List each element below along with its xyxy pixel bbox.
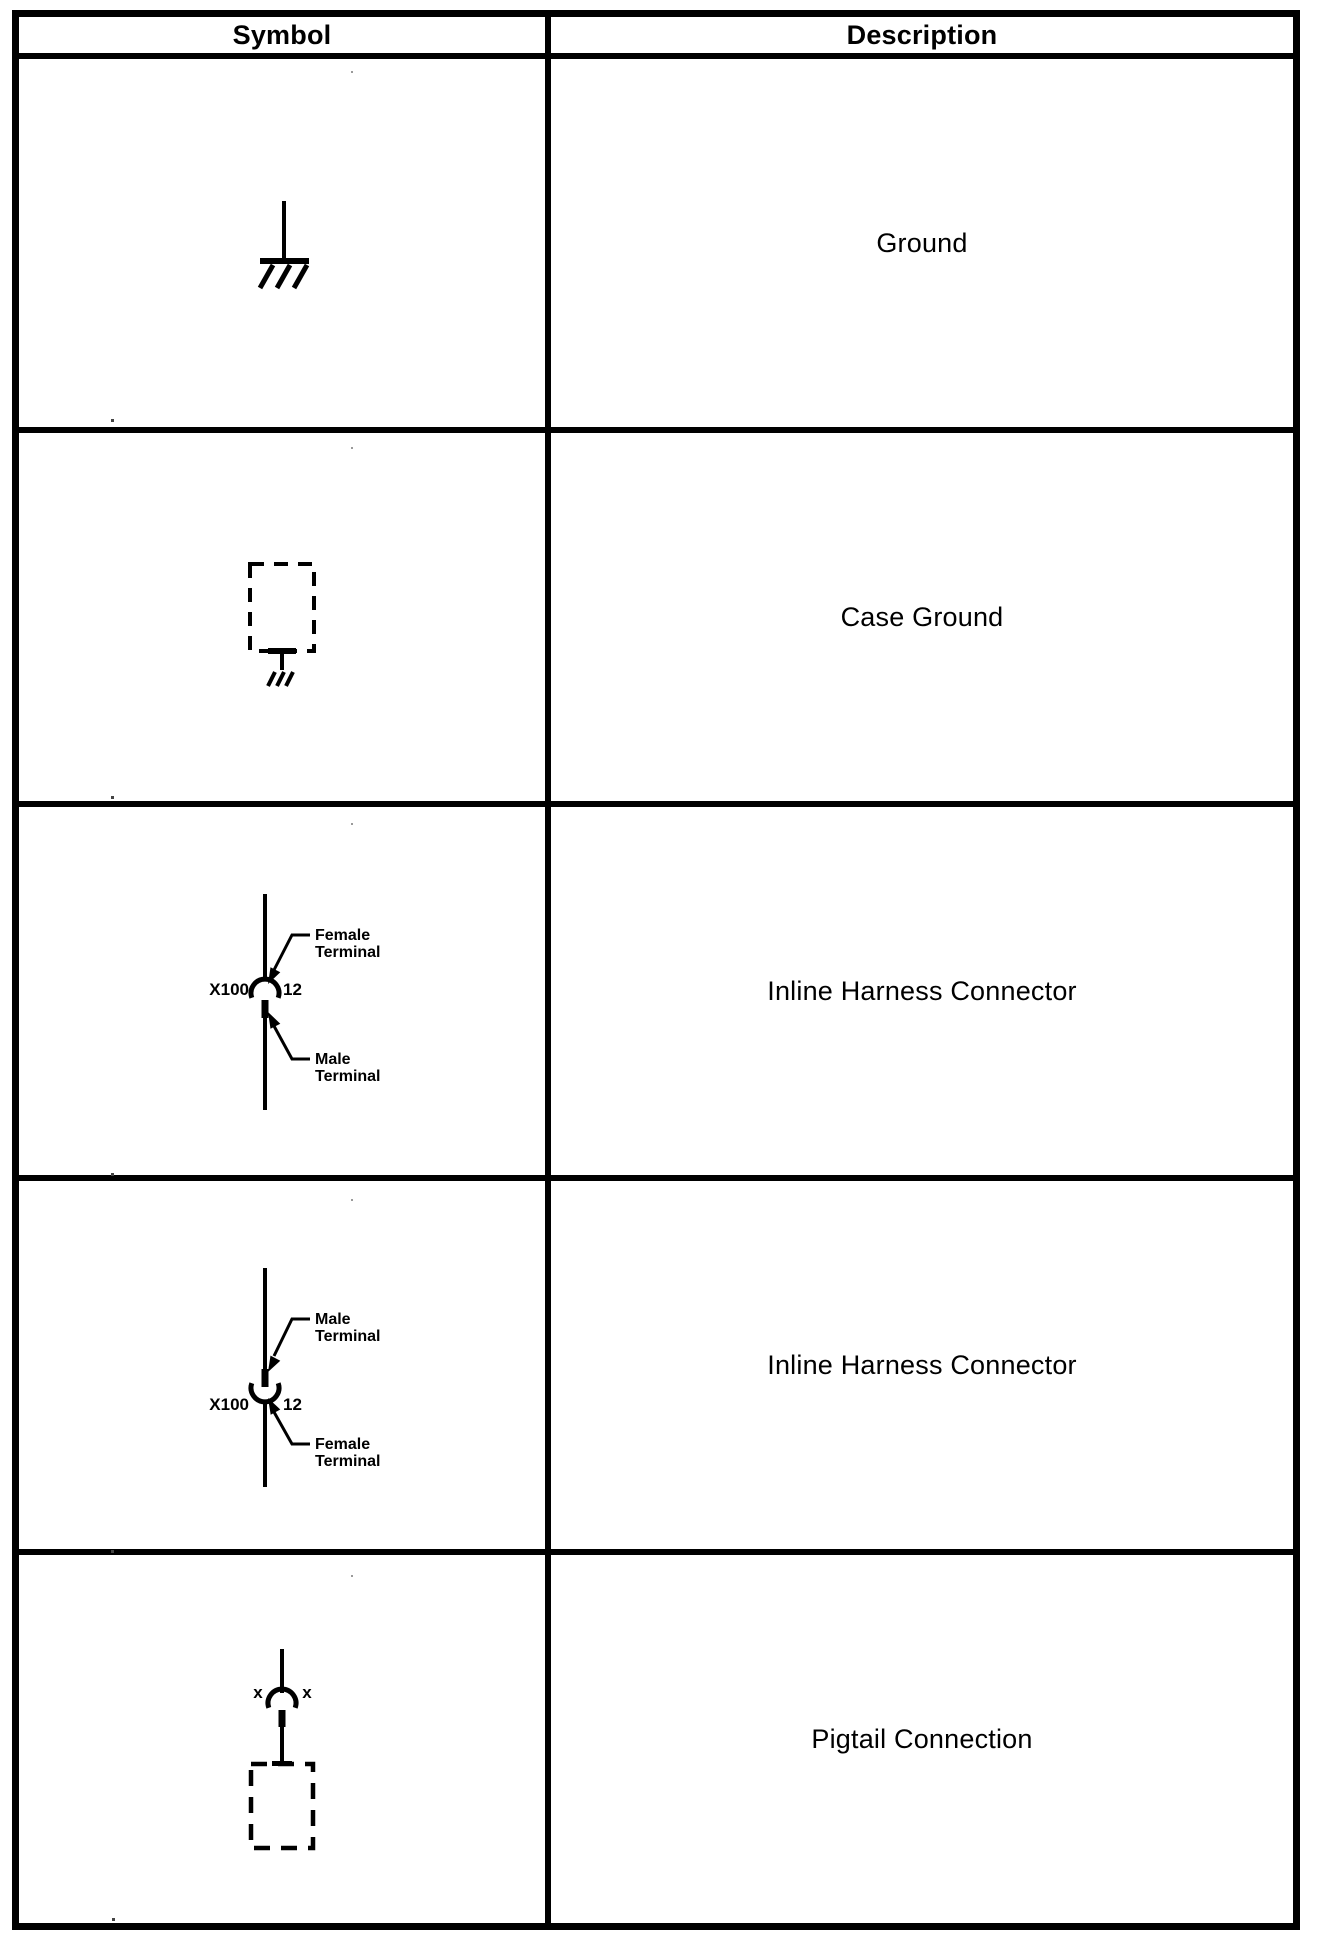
male-terminal-leader-line <box>274 1026 310 1059</box>
symbol-cell <box>19 433 551 801</box>
symbol-legend-table <box>12 10 1300 1930</box>
terminal-number-label: 12 <box>283 980 302 999</box>
description-cell <box>551 1555 1293 1923</box>
table-row-inline-harness-connector-b <box>19 1181 1293 1555</box>
description-cell <box>551 59 1293 427</box>
scan-speck <box>111 796 114 799</box>
left-splice-mark-label: x <box>253 1683 263 1702</box>
table-row-inline-harness-connector-a <box>19 807 1293 1181</box>
male-terminal-label-line2: Terminal <box>315 1068 381 1085</box>
male-terminal-leader-line <box>274 1319 310 1356</box>
description-text: Ground <box>876 227 968 258</box>
female-terminal-leader-line <box>274 1412 310 1444</box>
symbol-cell <box>19 59 551 427</box>
case-ground-symbol-icon <box>217 559 347 699</box>
description-header-cell <box>551 17 1293 53</box>
female-terminal-label-line1: Female <box>315 927 371 944</box>
right-splice-mark-label: x <box>302 1683 312 1702</box>
description-cell <box>551 807 1293 1175</box>
description-text: Case Ground <box>840 601 1004 632</box>
male-terminal-label-line1: Male <box>315 1051 351 1068</box>
table-row-ground <box>19 59 1293 433</box>
table-header-row <box>19 17 1293 59</box>
scan-speck <box>351 71 353 73</box>
symbol-column-header: Symbol <box>232 19 332 50</box>
male-terminal-arrowhead <box>268 1356 280 1372</box>
table-row-pigtail-connection <box>19 1555 1293 1923</box>
scan-speck <box>111 1550 114 1553</box>
scan-speck <box>112 1918 115 1921</box>
description-column-header: Description <box>846 19 998 50</box>
description-text: Inline Harness Connector <box>767 1349 1077 1380</box>
symbol-cell <box>19 1555 551 1923</box>
symbol-cell <box>19 1181 551 1549</box>
table-row-case-ground <box>19 433 1293 807</box>
scan-speck <box>351 1199 353 1201</box>
male-terminal-label-line1: Male <box>315 1311 351 1328</box>
female-terminal-label-line1: Female <box>315 1436 371 1453</box>
female-terminal-leader-line <box>274 935 310 970</box>
connector-id-label: X100 <box>209 980 249 999</box>
inline-harness-connector-female-top-symbol-icon <box>152 888 412 1118</box>
scan-speck <box>111 1173 114 1176</box>
pigtail-connection-symbol-icon <box>197 1641 367 1861</box>
ground-symbol-icon <box>222 195 342 315</box>
scan-speck <box>351 1575 353 1577</box>
scan-speck <box>111 419 114 422</box>
connector-id-label: X100 <box>209 1395 249 1414</box>
male-terminal-label-line2: Terminal <box>315 1328 381 1345</box>
description-text: Pigtail Connection <box>811 1723 1033 1754</box>
inline-harness-connector-male-top-symbol-icon <box>152 1262 412 1492</box>
female-terminal-label-line2: Terminal <box>315 1453 381 1470</box>
scan-speck <box>351 447 353 449</box>
description-cell <box>551 1181 1293 1549</box>
male-terminal-arrowhead <box>268 1012 280 1029</box>
female-terminal-label-line2: Terminal <box>315 944 381 961</box>
symbol-header-cell <box>19 17 551 53</box>
description-text: Inline Harness Connector <box>767 975 1077 1006</box>
scan-speck <box>351 823 353 825</box>
terminal-number-label: 12 <box>283 1395 302 1414</box>
description-cell <box>551 433 1293 801</box>
symbol-cell <box>19 807 551 1175</box>
